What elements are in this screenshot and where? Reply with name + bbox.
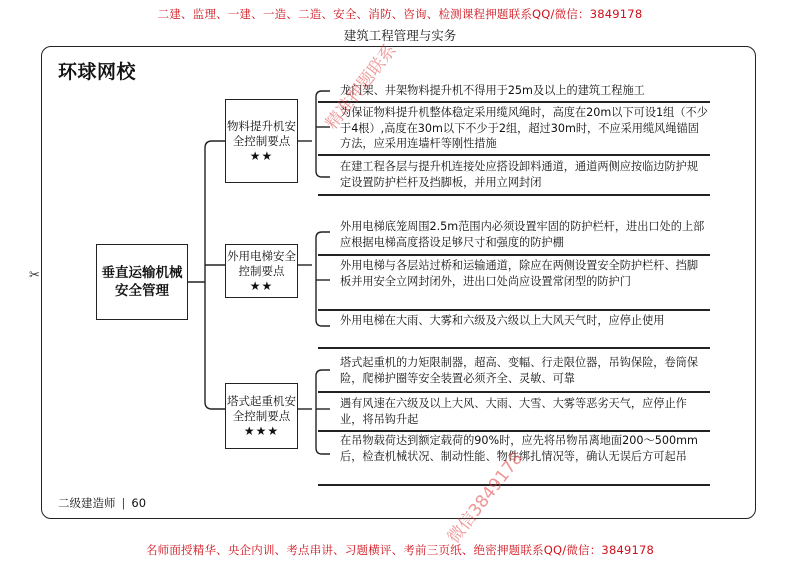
leaf-item: 在建工程各层与提升机连接处应搭设卸料通道，通道两侧应按临边防护规定设置防护栏杆及挡脚板，并用立网封闭 — [340, 160, 699, 189]
leaf-underline — [318, 254, 710, 256]
leaf-underline — [318, 309, 710, 311]
leaf-item: 龙门架、井架物料提升机不得用于25m及以上的建筑工程施工 — [340, 84, 645, 97]
scissors-icon: ✂ — [29, 268, 40, 283]
leaf-item: 外用电梯与各层站过桥和运输通道，除应在两侧设置安全防护栏杆、挡脚板并用安全立网封闭外，进出口处尚应设置常闭型的防护门 — [340, 259, 699, 288]
branch-node-elevator — [225, 244, 298, 298]
watermark: 微信3849178 — [443, 448, 528, 548]
rating-stars: ★★ — [249, 278, 274, 293]
root-node: 垂直运输机械安全管理 — [96, 244, 188, 320]
leaf-underline — [318, 430, 710, 432]
branch-node-tower-crane — [225, 383, 298, 449]
watermark: 精准押题联系 — [321, 40, 401, 134]
bottom-banner: 名师面授精华、央企内训、考点串讲、习题横评、考前三页纸、绝密押题联系QQ/微信：3849178 — [145, 543, 655, 557]
leaf-underline — [318, 101, 710, 103]
leaf-underline — [318, 391, 710, 393]
leaf-item: 塔式起重机的力矩限制器，超高、变幅、行走限位器，吊钩保险，卷筒保险，爬梯护圈等安全装置必须齐全、灵敏、可靠 — [340, 356, 699, 385]
branch-title: 外用电梯安全控制要点 — [227, 248, 296, 278]
leaf-item: 外用电梯在大雨、大雾和六级及六级以上大风天气时，应停止使用 — [340, 314, 665, 327]
rating-stars: ★★★ — [243, 423, 280, 438]
branch-title: 物料提升机安全控制要点 — [227, 118, 296, 148]
leaf-underline — [318, 347, 710, 349]
rating-stars: ★★ — [249, 148, 274, 163]
leaf-item: 为保证物料提升机整体稳定采用缆风绳时，高度在20m以下可设1组（不少于4根）,高度在30m以下不少于2组，超过30m时，不应采用缆风绳锚固方法，应采用连墙杆等刚性措施 — [340, 106, 708, 150]
page-number: 60 — [131, 496, 147, 510]
footer: 二级建造师 | 60 — [58, 496, 147, 510]
book-name: 二级建造师 — [58, 496, 116, 510]
leaf-underline — [318, 194, 710, 196]
leaf-underline — [318, 154, 710, 156]
branch-node-material-hoist — [225, 99, 298, 183]
page-title: 建筑工程管理与实务 — [343, 28, 457, 43]
leaf-item: 遇有风速在六级及以上大风、大雨、大雪、大雾等恶劣天气，应停止作业，将吊钩升起 — [340, 397, 687, 426]
top-banner: 二建、监理、一建、一造、二造、安全、消防、咨询、检测课程押题联系QQ/微信：3849178 — [157, 7, 643, 21]
logo: 环球网校 — [58, 61, 137, 83]
leaf-underline — [318, 484, 710, 486]
leaf-item: 外用电梯底笼周围2.5m范围内必须设置牢固的防护栏杆，进出口处的上部应根据电梯高度搭设足够尺寸和强度的防护棚 — [340, 220, 705, 249]
branch-title: 塔式起重机安全控制要点 — [227, 393, 296, 423]
leaf-item: 在吊物载荷达到额定载荷的90%时，应先将吊物吊离地面200～500mm后，检查机械状况、制动性能、物件绑扎情况等，确认无误后方可起吊 — [340, 434, 698, 463]
